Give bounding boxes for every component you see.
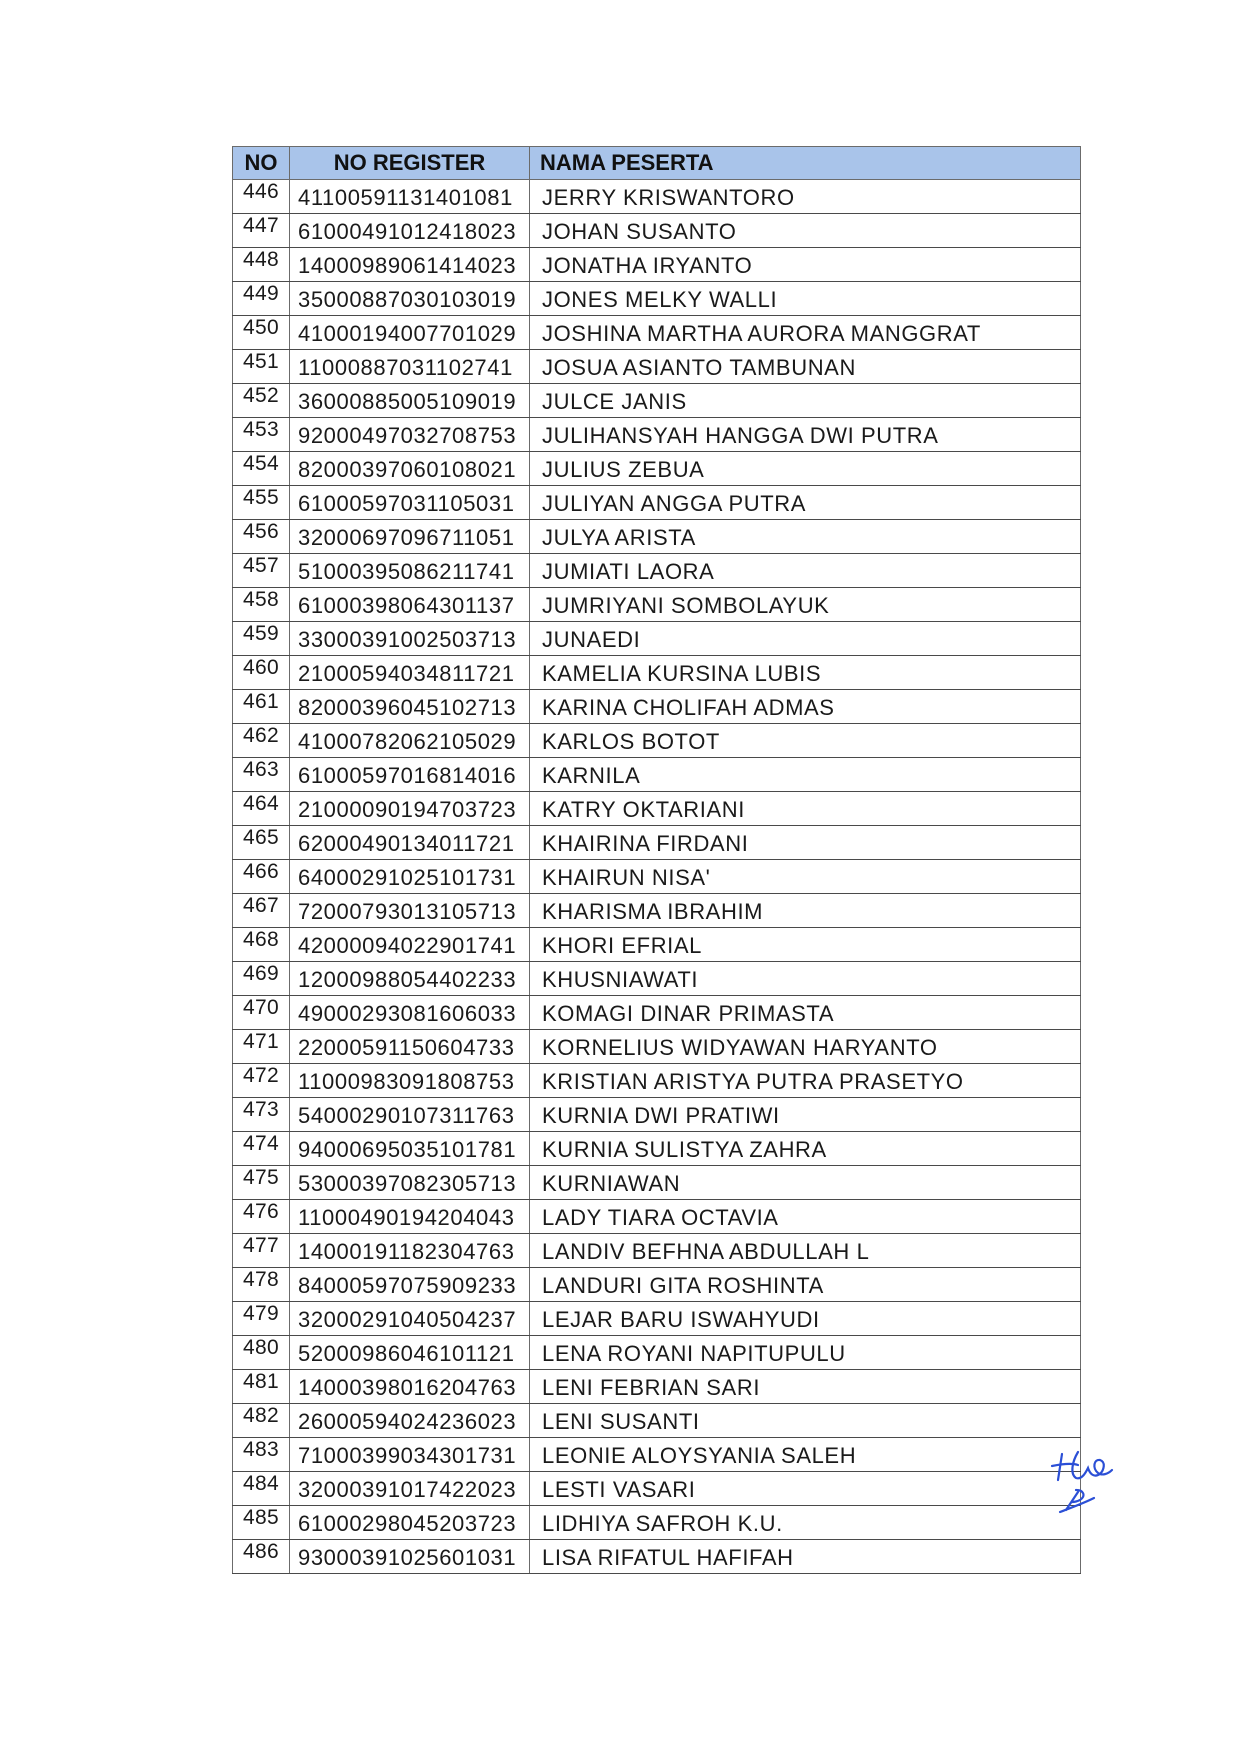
- register-number: 11000983091808753: [290, 1064, 530, 1098]
- register-number: 61000597016814016: [290, 758, 530, 792]
- participant-name: JONES MELKY WALLI: [530, 282, 1081, 316]
- table-row: [233, 1506, 1081, 1540]
- table-row: [233, 350, 1081, 384]
- row-number: 458: [233, 588, 290, 622]
- register-number: 62000490134011721: [290, 826, 530, 860]
- participant-name: KOMAGI DINAR PRIMASTA: [530, 996, 1081, 1030]
- table-row: [233, 588, 1081, 622]
- row-number: 459: [233, 622, 290, 656]
- participant-name: LENI SUSANTI: [530, 1404, 1081, 1438]
- table-row: [233, 894, 1081, 928]
- register-number: 14000191182304763: [290, 1234, 530, 1268]
- row-number: 465: [233, 826, 290, 860]
- participant-name: JULCE JANIS: [530, 384, 1081, 418]
- register-number: 72000793013105713: [290, 894, 530, 928]
- row-number: 460: [233, 656, 290, 690]
- register-number: 82000397060108021: [290, 452, 530, 486]
- table-row: [233, 1472, 1081, 1506]
- participant-name: KHAIRINA FIRDANI: [530, 826, 1081, 860]
- register-number: 53000397082305713: [290, 1166, 530, 1200]
- row-number: 477: [233, 1234, 290, 1268]
- table-row: [233, 860, 1081, 894]
- register-number: 26000594024236023: [290, 1404, 530, 1438]
- register-number: 32000391017422023: [290, 1472, 530, 1506]
- register-number: 12000988054402233: [290, 962, 530, 996]
- table-row: [233, 214, 1081, 248]
- table-row: [233, 996, 1081, 1030]
- register-number: 21000594034811721: [290, 656, 530, 690]
- table-row: [233, 962, 1081, 996]
- row-number: 461: [233, 690, 290, 724]
- table-row: [233, 180, 1081, 214]
- table-row: [233, 1404, 1081, 1438]
- register-number: 11000490194204043: [290, 1200, 530, 1234]
- register-number: 41000782062105029: [290, 724, 530, 758]
- register-number: 14000989061414023: [290, 248, 530, 282]
- register-number: 64000291025101731: [290, 860, 530, 894]
- participant-name: LESTI VASARI: [530, 1472, 1081, 1506]
- row-number: 468: [233, 928, 290, 962]
- register-number: 61000597031105031: [290, 486, 530, 520]
- table-row: [233, 1064, 1081, 1098]
- header-name: NAMA PESERTA: [530, 147, 1081, 180]
- register-number: 54000290107311763: [290, 1098, 530, 1132]
- table-row: [233, 486, 1081, 520]
- table-row: [233, 1268, 1081, 1302]
- participant-name: JULIHANSYAH HANGGA DWI PUTRA: [530, 418, 1081, 452]
- row-number: 449: [233, 282, 290, 316]
- table-row: [233, 690, 1081, 724]
- table-row: [233, 758, 1081, 792]
- participant-name: KURNIA SULISTYA ZAHRA: [530, 1132, 1081, 1166]
- table-row: [233, 1166, 1081, 1200]
- table-row: [233, 316, 1081, 350]
- register-number: 71000399034301731: [290, 1438, 530, 1472]
- register-number: 32000697096711051: [290, 520, 530, 554]
- register-number: 94000695035101781: [290, 1132, 530, 1166]
- register-number: 92000497032708753: [290, 418, 530, 452]
- row-number: 482: [233, 1404, 290, 1438]
- row-number: 469: [233, 962, 290, 996]
- table-row: [233, 1370, 1081, 1404]
- row-number: 481: [233, 1370, 290, 1404]
- table-body: [233, 180, 1081, 1574]
- header-register: NO REGISTER: [290, 147, 530, 180]
- table-row: [233, 1030, 1081, 1064]
- row-number: 457: [233, 554, 290, 588]
- row-number: 467: [233, 894, 290, 928]
- row-number: 454: [233, 452, 290, 486]
- row-number: 447: [233, 214, 290, 248]
- row-number: 453: [233, 418, 290, 452]
- participant-name: KHORI EFRIAL: [530, 928, 1081, 962]
- table-row: [233, 656, 1081, 690]
- participant-name: KRISTIAN ARISTYA PUTRA PRASETYO: [530, 1064, 1081, 1098]
- row-number: 463: [233, 758, 290, 792]
- table-header-row: [233, 147, 1081, 180]
- participant-name: KORNELIUS WIDYAWAN HARYANTO: [530, 1030, 1081, 1064]
- participant-name: JOHAN SUSANTO: [530, 214, 1081, 248]
- row-number: 462: [233, 724, 290, 758]
- register-number: 35000887030103019: [290, 282, 530, 316]
- participant-name: LANDIV BEFHNA ABDULLAH L: [530, 1234, 1081, 1268]
- participant-name: JULYA ARISTA: [530, 520, 1081, 554]
- row-number: 470: [233, 996, 290, 1030]
- register-number: 33000391002503713: [290, 622, 530, 656]
- table-row: [233, 554, 1081, 588]
- participant-name: JERRY KRISWANTORO: [530, 180, 1081, 214]
- row-number: 451: [233, 350, 290, 384]
- participant-name: KURNIAWAN: [530, 1166, 1081, 1200]
- row-number: 475: [233, 1166, 290, 1200]
- row-number: 484: [233, 1472, 290, 1506]
- register-number: 42000094022901741: [290, 928, 530, 962]
- participant-name: LEJAR BARU ISWAHYUDI: [530, 1302, 1081, 1336]
- table-row: [233, 1234, 1081, 1268]
- participant-name: LANDURI GITA ROSHINTA: [530, 1268, 1081, 1302]
- row-number: 456: [233, 520, 290, 554]
- register-number: 11000887031102741: [290, 350, 530, 384]
- row-number: 471: [233, 1030, 290, 1064]
- participant-name: KAMELIA KURSINA LUBIS: [530, 656, 1081, 690]
- header-no: NO: [233, 147, 290, 180]
- participant-name: LEONIE ALOYSYANIA SALEH: [530, 1438, 1081, 1472]
- participant-name: KHARISMA IBRAHIM: [530, 894, 1081, 928]
- row-number: 483: [233, 1438, 290, 1472]
- row-number: 448: [233, 248, 290, 282]
- participant-name: JOSHINA MARTHA AURORA MANGGRAT: [530, 316, 1081, 350]
- participant-name: JULIUS ZEBUA: [530, 452, 1081, 486]
- table-row: [233, 1200, 1081, 1234]
- table-row: [233, 622, 1081, 656]
- row-number: 466: [233, 860, 290, 894]
- row-number: 478: [233, 1268, 290, 1302]
- register-number: 32000291040504237: [290, 1302, 530, 1336]
- row-number: 486: [233, 1540, 290, 1574]
- row-number: 472: [233, 1064, 290, 1098]
- table-row: [233, 452, 1081, 486]
- handwritten-initials-icon: [1048, 1446, 1118, 1518]
- register-number: 41100591131401081: [290, 180, 530, 214]
- register-number: 61000298045203723: [290, 1506, 530, 1540]
- participant-name: KATRY OKTARIANI: [530, 792, 1081, 826]
- table-row: [233, 520, 1081, 554]
- table-row: [233, 1438, 1081, 1472]
- register-number: 14000398016204763: [290, 1370, 530, 1404]
- participant-name: KURNIA DWI PRATIWI: [530, 1098, 1081, 1132]
- row-number: 474: [233, 1132, 290, 1166]
- participant-name: LENI FEBRIAN SARI: [530, 1370, 1081, 1404]
- register-number: 84000597075909233: [290, 1268, 530, 1302]
- register-number: 61000398064301137: [290, 588, 530, 622]
- table-row: [233, 826, 1081, 860]
- table-row: [233, 418, 1081, 452]
- row-number: 455: [233, 486, 290, 520]
- participant-name: KARINA CHOLIFAH ADMAS: [530, 690, 1081, 724]
- register-number: 22000591150604733: [290, 1030, 530, 1064]
- register-number: 82000396045102713: [290, 690, 530, 724]
- participant-name: KARLOS BOTOT: [530, 724, 1081, 758]
- table-row: [233, 724, 1081, 758]
- table-row: [233, 1336, 1081, 1370]
- row-number: 479: [233, 1302, 290, 1336]
- participant-name: LISA RIFATUL HAFIFAH: [530, 1540, 1081, 1574]
- participant-name: JULIYAN ANGGA PUTRA: [530, 486, 1081, 520]
- participant-name: JUMIATI LAORA: [530, 554, 1081, 588]
- participant-name: JUNAEDI: [530, 622, 1081, 656]
- participant-name: KHAIRUN NISA': [530, 860, 1081, 894]
- table-row: [233, 1132, 1081, 1166]
- participant-name: KARNILA: [530, 758, 1081, 792]
- register-number: 21000090194703723: [290, 792, 530, 826]
- table-row: [233, 248, 1081, 282]
- row-number: 464: [233, 792, 290, 826]
- table-row: [233, 282, 1081, 316]
- participant-name: JONATHA IRYANTO: [530, 248, 1081, 282]
- participant-name: JUMRIYANI SOMBOLAYUK: [530, 588, 1081, 622]
- row-number: 452: [233, 384, 290, 418]
- table-row: [233, 928, 1081, 962]
- participant-name: LIDHIYA SAFROH K.U.: [530, 1506, 1081, 1540]
- participant-name: KHUSNIAWATI: [530, 962, 1081, 996]
- table-row: [233, 1098, 1081, 1132]
- table-row: [233, 1540, 1081, 1574]
- row-number: 485: [233, 1506, 290, 1540]
- table-row: [233, 792, 1081, 826]
- register-number: 93000391025601031: [290, 1540, 530, 1574]
- register-number: 41000194007701029: [290, 316, 530, 350]
- register-number: 52000986046101121: [290, 1336, 530, 1370]
- register-number: 51000395086211741: [290, 554, 530, 588]
- participant-name: JOSUA ASIANTO TAMBUNAN: [530, 350, 1081, 384]
- table-row: [233, 1302, 1081, 1336]
- register-number: 61000491012418023: [290, 214, 530, 248]
- row-number: 473: [233, 1098, 290, 1132]
- register-number: 49000293081606033: [290, 996, 530, 1030]
- participant-name: LADY TIARA OCTAVIA: [530, 1200, 1081, 1234]
- row-number: 446: [233, 180, 290, 214]
- participant-name: LENA ROYANI NAPITUPULU: [530, 1336, 1081, 1370]
- row-number: 476: [233, 1200, 290, 1234]
- row-number: 480: [233, 1336, 290, 1370]
- table-row: [233, 384, 1081, 418]
- participant-table: [232, 146, 1081, 1574]
- row-number: 450: [233, 316, 290, 350]
- register-number: 36000885005109019: [290, 384, 530, 418]
